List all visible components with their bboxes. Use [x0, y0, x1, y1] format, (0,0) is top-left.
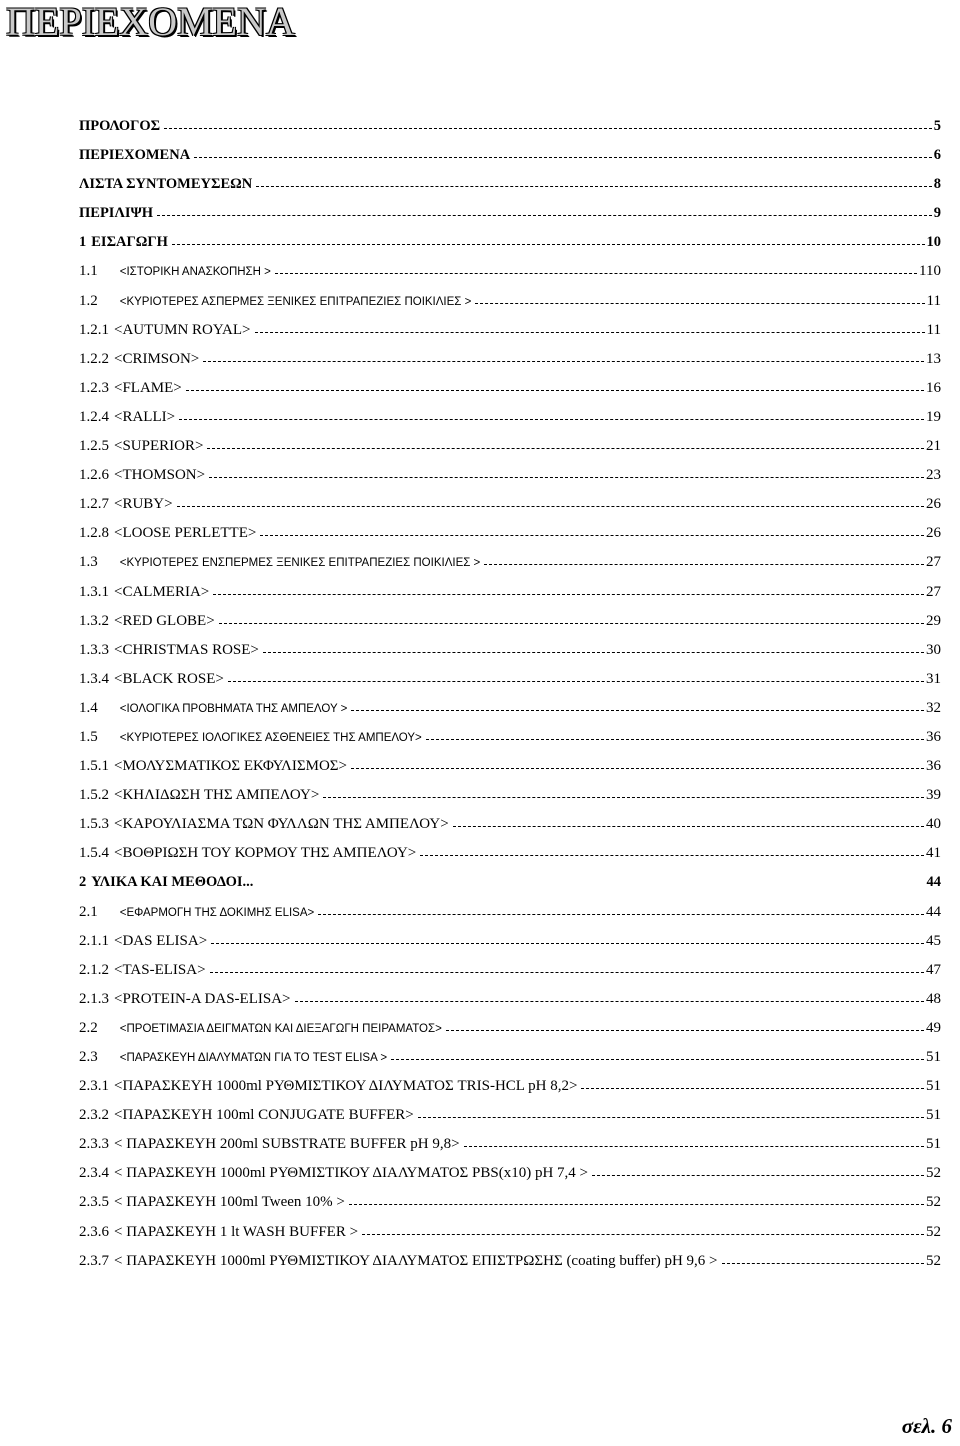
- toc-entry-number: 1.3.1: [79, 583, 109, 600]
- toc-entry[interactable]: [79, 904, 951, 933]
- toc-entry-number: 2.3.6: [79, 1223, 109, 1240]
- toc-leader: [426, 739, 924, 740]
- toc-entry[interactable]: [79, 787, 951, 816]
- toc-entry-page: 52: [926, 1252, 941, 1269]
- toc-entry-page: 51: [926, 1049, 941, 1065]
- toc-entry-number: 1.2.2: [79, 350, 109, 367]
- toc-entry[interactable]: [79, 642, 951, 671]
- page-title: ΠΕΡΙΕΧΟΜΕΝΑ: [6, 0, 295, 44]
- toc-entry-number: 1.5.1: [79, 758, 109, 775]
- toc-entry-title: <BLACK ROSE>: [114, 670, 224, 687]
- toc-entry-page: 6: [933, 147, 941, 164]
- toc-entry[interactable]: [79, 467, 951, 496]
- toc-leader: [228, 681, 924, 682]
- toc-leader: [453, 826, 924, 827]
- toc-entry[interactable]: [79, 496, 951, 525]
- toc-entry[interactable]: [79, 874, 951, 903]
- toc-leader: [391, 1059, 924, 1060]
- toc-entry[interactable]: [79, 729, 951, 758]
- toc-entry-page: 52: [926, 1223, 941, 1240]
- toc-entry-number: 2: [79, 874, 87, 891]
- toc-entry-number: 1.3.3: [79, 641, 109, 658]
- toc-entry-number: 1.5.2: [79, 787, 109, 804]
- toc-entry-title: <ΠΑΡΑΣΚΕΥΗ ΔΙΑΛΥΜΑΤΩΝ ΓΙΑ ΤΟ TEST ELISA >: [119, 1052, 388, 1064]
- toc-leader: [362, 1234, 924, 1235]
- toc-entry-page: 41: [926, 845, 941, 862]
- page-number: σελ. 6: [901, 1414, 952, 1438]
- toc-entry-title: <CHRISTMAS ROSE>: [114, 641, 259, 658]
- toc-entry-number: 1.2.6: [79, 467, 109, 484]
- toc-leader: [256, 186, 932, 187]
- toc-entry-number: 1.5.4: [79, 845, 109, 862]
- toc-entry-title: < ΠΑΡΑΣΚΕΥΗ 100ml Tween 10% >: [114, 1194, 345, 1211]
- toc-leader: [263, 652, 924, 653]
- toc-leader: [164, 128, 932, 129]
- toc-entry-title: <AUTUMN ROYAL>: [114, 321, 251, 338]
- toc-entry[interactable]: [79, 147, 951, 176]
- toc-leader: [581, 1088, 924, 1089]
- toc-leader: [323, 797, 924, 798]
- toc-entry-title: ΛΙΣΤΑ ΣΥΝΤΟΜΕΥΣΕΩΝ: [79, 176, 253, 193]
- toc-entry[interactable]: [79, 1078, 951, 1107]
- toc-leader: [186, 390, 924, 391]
- toc-entry-title: ΠΡΟΛΟΓΟΣ: [79, 118, 161, 134]
- toc-entry-page: 23: [926, 467, 941, 484]
- toc-entry[interactable]: [79, 1107, 951, 1136]
- toc-entry-number: 2.1.1: [79, 932, 109, 949]
- toc-leader: [475, 303, 924, 304]
- toc-entry[interactable]: [79, 1136, 951, 1165]
- toc-entry-page: 44: [926, 874, 941, 891]
- toc-entry-title: ΥΛΙΚΑ ΚΑΙ ΜΕΘΟΔΟΙ...: [91, 874, 254, 891]
- toc-entry[interactable]: [79, 554, 951, 583]
- toc-entry-page: 11: [926, 292, 941, 309]
- toc-leader: [207, 448, 924, 449]
- toc-entry[interactable]: [79, 991, 951, 1020]
- toc-entry-number: 1.3: [79, 554, 98, 571]
- toc-entry[interactable]: [79, 671, 951, 700]
- toc-entry[interactable]: [79, 205, 951, 234]
- toc-entry[interactable]: [79, 1194, 951, 1223]
- toc-entry-title: <ΠΡΟΕΤΙΜΑΣΙΑ ΔΕΙΓΜΑΤΩΝ ΚΑΙ ΔΙΕΞΑΓΩΓΗ ΠΕΙΡΑΜΑΤΟΣ>: [119, 1022, 442, 1035]
- toc-entry-page: 36: [926, 728, 941, 745]
- toc-entry[interactable]: [79, 1049, 951, 1078]
- toc-leader: [351, 768, 924, 769]
- toc-entry-page: 48: [926, 990, 941, 1007]
- toc-entry-number: 1.2.8: [79, 525, 109, 542]
- toc-entry[interactable]: [79, 613, 951, 642]
- toc-entry-page: 51: [926, 1107, 941, 1124]
- toc-leader: [210, 972, 924, 973]
- toc-entry-title: <SUPERIOR>: [114, 438, 204, 455]
- toc-entry[interactable]: [79, 1253, 951, 1282]
- toc-leader: [295, 1001, 925, 1002]
- toc-entry[interactable]: [79, 584, 951, 613]
- toc-leader: [213, 594, 924, 595]
- toc-entry[interactable]: [79, 438, 951, 467]
- toc-entry-title: <CALMERIA>: [114, 583, 210, 600]
- toc-entry-number: 1.5: [79, 728, 98, 745]
- toc-entry[interactable]: [79, 816, 951, 845]
- toc-leader: [418, 1117, 924, 1118]
- toc-entry-title: <ΠΑΡΑΣΚΕΥΗ 1000ml ΡΥΘΜΙΣΤΙΚΟΥ ΔΙΛΥΜΑΤΟΣ TRIS-HCL pH 8,2>: [114, 1078, 578, 1095]
- toc-entry-number: 1.2.1: [79, 321, 109, 338]
- toc-entry-page: 31: [926, 670, 941, 687]
- toc-entry-number: 2.3.3: [79, 1136, 109, 1153]
- toc-leader: [203, 361, 924, 362]
- toc-entry-title: < ΠΑΡΑΣΚΕΥΗ 200ml SUBSTRATE BUFFER pH 9,8>: [114, 1136, 460, 1153]
- toc-entry-page: 5: [933, 118, 941, 134]
- toc-leader: [464, 1146, 924, 1147]
- toc-entry-page: 16: [926, 379, 941, 396]
- toc-entry-number: 1.2.7: [79, 496, 109, 513]
- toc-entry-title: <RUBY>: [114, 496, 173, 513]
- toc-entry-number: 2.1.3: [79, 990, 109, 1007]
- toc-entry-number: 2.3.5: [79, 1194, 109, 1211]
- toc-entry-page: 40: [926, 816, 941, 833]
- toc-entry-number: 1.2.3: [79, 379, 109, 396]
- toc-entry-title: ΕΙΣΑΓΩΓΗ: [91, 234, 168, 251]
- toc-entry-page: 49: [926, 1019, 941, 1036]
- toc-entry-page: 36: [926, 758, 941, 775]
- toc-leader: [484, 564, 924, 565]
- toc-entry-page: 39: [926, 787, 941, 804]
- toc-entry-page: 44: [926, 903, 941, 920]
- toc-entry[interactable]: [79, 322, 951, 351]
- toc-entry-title: <ΕΦΑΡΜΟΓΗ ΤΗΣ ΔΟΚΙΜΗΣ ELISA>: [119, 906, 315, 919]
- toc-entry-number: 1.1: [79, 263, 98, 280]
- toc-entry-page: 27: [926, 554, 941, 571]
- toc-entry-page: 52: [926, 1194, 941, 1211]
- toc-entry[interactable]: [79, 263, 951, 292]
- toc-entry-number: 1.4: [79, 699, 98, 716]
- toc-entry[interactable]: [79, 525, 951, 554]
- toc-leader: [349, 1204, 924, 1205]
- toc-entry-number: 1.3.4: [79, 670, 109, 687]
- toc-entry[interactable]: [79, 118, 951, 147]
- toc-entry-number: 2.3.2: [79, 1107, 109, 1124]
- toc-entry-page: 45: [926, 932, 941, 949]
- toc-entry-page: 32: [926, 699, 941, 716]
- toc-entry-number: 1.2: [79, 292, 98, 309]
- toc-entry-page: 19: [926, 408, 941, 425]
- toc-entry[interactable]: [79, 293, 951, 322]
- toc-entry-title: < ΠΑΡΑΣΚΕΥΗ 1 lt WASH BUFFER >: [114, 1223, 359, 1240]
- toc-entry-number: 2.3: [79, 1049, 98, 1065]
- toc-entry-page: 11: [926, 321, 941, 338]
- toc-leader: [722, 1263, 925, 1264]
- toc-entry-title: <DAS ELISA>: [114, 932, 208, 949]
- toc-leader: [446, 1030, 924, 1031]
- toc-entry-number: 2.1: [79, 903, 98, 920]
- toc-entry-number: 2.3.4: [79, 1165, 109, 1182]
- toc-leader: [157, 215, 932, 216]
- toc-leader: [255, 332, 925, 333]
- toc-entry-page: 51: [926, 1136, 941, 1153]
- toc-entry-number: 2.2: [79, 1019, 98, 1036]
- toc-entry[interactable]: [79, 409, 951, 438]
- toc-entry-page: 13: [926, 350, 941, 367]
- toc-entry-title: <LOOSE PERLETTE>: [114, 525, 257, 542]
- toc-leader: [260, 535, 924, 536]
- toc-entry[interactable]: [79, 1165, 951, 1194]
- toc-leader: [219, 623, 924, 624]
- toc-entry-number: 2.3.1: [79, 1078, 109, 1095]
- toc-leader: [211, 943, 924, 944]
- toc-entry-page: 110: [919, 263, 941, 280]
- toc-entry[interactable]: [79, 933, 951, 962]
- toc-entry[interactable]: [79, 845, 951, 874]
- toc-entry[interactable]: [79, 1020, 951, 1049]
- toc-entry[interactable]: [79, 351, 951, 380]
- toc-entry-number: 1.2.5: [79, 438, 109, 455]
- toc-entry-title: <ΚΥΡΙΟΤΕΡΕΣ ΕΝΣΠΕΡΜΕΣ ΞΕΝΙΚΕΣ ΕΠΙΤΡΑΠΕΖΙΕΣ ΠΟΙΚΙΛΙΕΣ >: [119, 557, 481, 570]
- toc-leader: [177, 506, 924, 507]
- toc-entry-number: 2.3.7: [79, 1252, 109, 1269]
- toc-entry-title: <THOMSON>: [114, 467, 206, 484]
- toc-entry-page: 8: [933, 176, 941, 193]
- toc-entry-number: 1.5.3: [79, 816, 109, 833]
- toc-entry-title: <PROTEIN-A DAS-ELISA>: [114, 990, 291, 1007]
- toc-entry-title: <ΜΟΛΥΣΜΑΤΙΚΟΣ ΕΚΦΥΛΙΣΜΟΣ>: [114, 758, 347, 775]
- toc-entry[interactable]: [79, 962, 951, 991]
- toc-entry[interactable]: [79, 700, 951, 729]
- toc-entry[interactable]: [79, 758, 951, 787]
- toc-entry-page: 27: [926, 583, 941, 600]
- toc-entry-page: 30: [926, 641, 941, 658]
- toc-leader: [318, 914, 924, 915]
- toc-entry-title: <RED GLOBE>: [114, 612, 215, 629]
- toc-leader: [172, 244, 925, 245]
- toc-entry-title: ΠΕΡΙΕΧΟΜΕΝΑ: [79, 147, 191, 164]
- toc-entry[interactable]: [79, 380, 951, 409]
- toc-leader: [209, 477, 924, 478]
- toc-entry-title: ΠΕΡΙΛΙΨΗ: [79, 205, 154, 222]
- toc-entry-number: 1.3.2: [79, 612, 109, 629]
- toc-entry-title: <RALLI>: [114, 408, 176, 425]
- toc-entry-page: 9: [933, 205, 941, 222]
- toc-entry-title: <TAS-ELISA>: [114, 961, 206, 978]
- toc-entry-page: 21: [926, 438, 941, 455]
- toc-entry-page: 51: [926, 1078, 941, 1095]
- toc-entry-title: <CRIMSON>: [114, 350, 200, 367]
- toc-entry-page: 10: [926, 234, 941, 251]
- toc-entry-number: 1.2.4: [79, 408, 109, 425]
- toc-entry-title: <ΙΣΤΟΡΙΚΗ ΑΝΑΣΚΟΠΗΣΗ >: [119, 266, 271, 279]
- toc-entry-number: 2.1.2: [79, 961, 109, 978]
- toc-entry-page: 29: [926, 612, 941, 629]
- toc-entry-page: 52: [926, 1165, 941, 1182]
- toc-entry-title: < ΠΑΡΑΣΚΕΥΗ 1000ml ΡΥΘΜΙΣΤΙΚΟΥ ΔΙΑΛΥΜΑΤΟΣ PBS(x10) pH 7,4 >: [114, 1165, 588, 1182]
- toc-entry-title: <ΙΟΛΟΓΙΚΑ ΠΡΟΒΗΜΑΤΑ ΤΗΣ ΑΜΠΕΛΟΥ >: [119, 702, 348, 715]
- toc-entry-title: <ΚΥΡΙΟΤΕΡΕΣ ΙΟΛΟΓΙΚΕΣ ΑΣΘΕΝΕΙΕΣ ΤΗΣ ΑΜΠΕΛΟΥ>: [119, 731, 422, 744]
- toc-leader: [592, 1175, 924, 1176]
- toc-entry-page: 47: [926, 961, 941, 978]
- toc-leader: [275, 273, 917, 274]
- toc-entry-number: 1: [79, 234, 87, 251]
- toc-entry-title: <ΚΥΡΙΟΤΕΡΕΣ ΑΣΠΕΡΜΕΣ ΞΕΝΙΚΕΣ ΕΠΙΤΡΑΠΕΖΙΕΣ ΠΟΙΚΙΛΙΕΣ >: [119, 295, 472, 308]
- toc-entry-title: <ΚΗΛΙΔΩΣΗ ΤΗΣ ΑΜΠΕΛΟΥ>: [114, 787, 320, 804]
- toc-entry-title: < ΠΑΡΑΣΚΕΥΗ 1000ml ΡΥΘΜΙΣΤΙΚΟΥ ΔΙΑΛΥΜΑΤΟΣ ΕΠΙΣΤΡΩΣΗΣ (coating buffer) pH 9,6 >: [114, 1252, 718, 1269]
- table-of-contents: [79, 118, 951, 1282]
- toc-entry-page: 26: [926, 496, 941, 513]
- toc-entry-title: <ΚΑΡΟΥΛΙΑΣΜΑ ΤΩΝ ΦΥΛΛΩΝ ΤΗΣ ΑΜΠΕΛΟΥ>: [114, 816, 449, 833]
- toc-leader: [194, 157, 932, 158]
- toc-entry[interactable]: [79, 234, 951, 263]
- toc-entry-title: <FLAME>: [114, 379, 182, 396]
- toc-entry-title: <ΒΟΘΡΙΩΣΗ ΤΟΥ ΚΟΡΜΟΥ ΤΗΣ ΑΜΠΕΛΟΥ>: [114, 845, 417, 862]
- toc-entry[interactable]: [79, 1224, 951, 1253]
- toc-entry[interactable]: [79, 176, 951, 205]
- toc-leader: [179, 419, 924, 420]
- toc-entry-title: <ΠΑΡΑΣΚΕΥΗ 100ml CONJUGATE BUFFER>: [114, 1107, 414, 1124]
- toc-entry-page: 26: [926, 525, 941, 542]
- toc-leader: [351, 710, 924, 711]
- toc-leader: [420, 855, 924, 856]
